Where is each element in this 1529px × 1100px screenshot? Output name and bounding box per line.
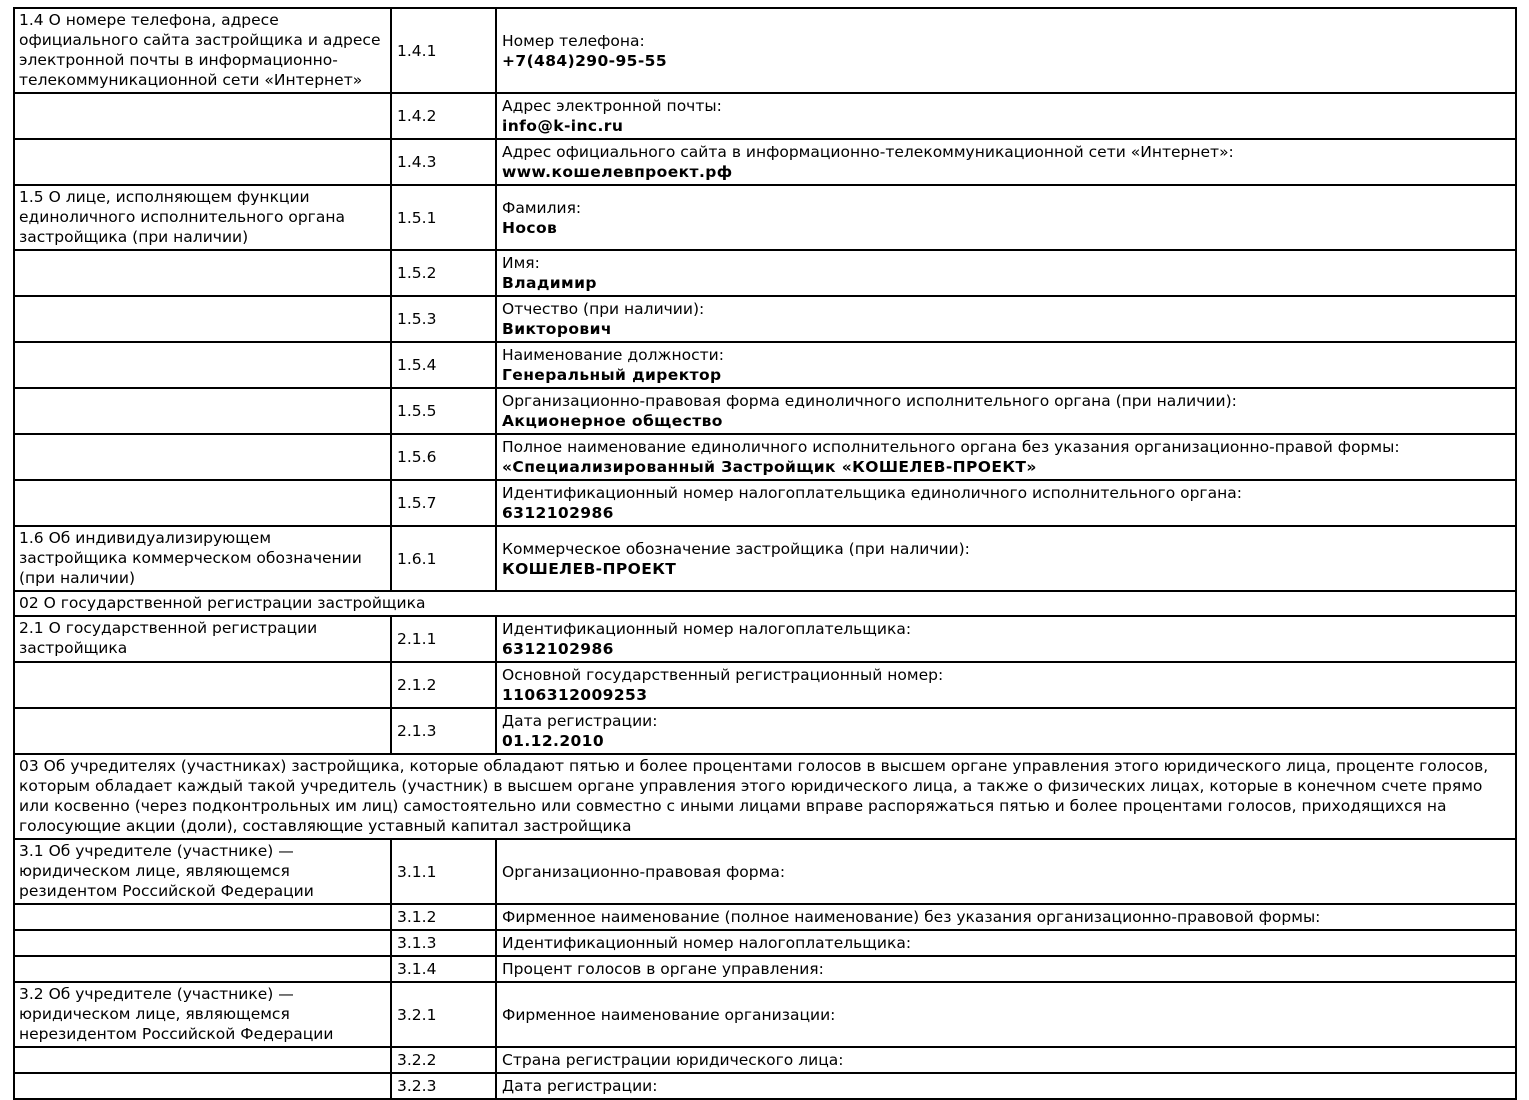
row-code: 1.5.6 — [391, 434, 496, 480]
field-label: Наименование должности: — [502, 346, 724, 364]
row-description — [14, 139, 391, 185]
table-row — [14, 1073, 1516, 1099]
row-code: 2.1.1 — [391, 616, 496, 662]
field-value: 01.12.2010 — [502, 732, 605, 750]
table-row — [14, 93, 1516, 139]
row-description — [14, 1047, 391, 1073]
row-description — [14, 956, 391, 982]
row-content-cell — [496, 8, 1516, 93]
field-value: +7(484)290-95-55 — [502, 51, 668, 70]
row-code: 1.4.2 — [391, 93, 496, 139]
row-content-cell — [496, 904, 1516, 930]
table-row — [14, 296, 1516, 342]
section-row — [14, 754, 1516, 839]
table-row — [14, 616, 1516, 662]
field-label: Полное наименование единоличного исполнительного органа без указания организационно-правой формы: — [502, 438, 1400, 456]
row-description — [14, 708, 391, 754]
row-code: 3.2.1 — [391, 982, 496, 1047]
field-label: Фирменное наименование (полное наименование) без указания организационно-правовой формы: — [502, 908, 1321, 926]
row-description — [14, 930, 391, 956]
table-row — [14, 930, 1516, 956]
field-label: Фамилия: — [502, 198, 582, 217]
field-label: Идентификационный номер налогоплательщика единоличного исполнительного органа: — [502, 484, 1242, 502]
field-label: Идентификационный номер налогоплательщика: — [502, 934, 912, 952]
row-description: 2.1 О государственной регистрации застройщика — [14, 616, 391, 662]
field-label: Адрес официального сайта в информационно-телекоммуникационной сети «Интернет»: — [502, 143, 1234, 161]
row-code: 3.1.2 — [391, 904, 496, 930]
row-code: 3.1.4 — [391, 956, 496, 982]
table-row — [14, 480, 1516, 526]
row-description — [14, 250, 391, 296]
row-description: 3.1 Об учредителе (участнике) — юридическом лице, являющемся резидентом Российской Федерации — [14, 839, 391, 904]
row-content-cell — [496, 956, 1516, 982]
field-label: Организационно-правовая форма: — [502, 862, 786, 881]
row-code: 3.1.1 — [391, 839, 496, 904]
row-content-cell — [496, 930, 1516, 956]
table-row — [14, 434, 1516, 480]
field-value: 6312102986 — [502, 640, 614, 658]
row-code: 1.4.1 — [391, 8, 496, 93]
row-description: 1.5 О лице, исполняющем функции единоличного исполнительного органа застройщика (при наличии) — [14, 185, 391, 250]
table-row — [14, 956, 1516, 982]
field-value: 6312102986 — [502, 504, 614, 522]
row-content-cell — [496, 982, 1516, 1047]
table-row — [14, 526, 1516, 591]
row-description — [14, 662, 391, 708]
row-content-cell — [496, 434, 1516, 480]
row-description — [14, 434, 391, 480]
row-content-cell — [496, 139, 1516, 185]
row-description: 1.6 Об индивидуализирующем застройщика коммерческом обозначении (при наличии) — [14, 526, 391, 591]
field-value: Владимир — [502, 274, 597, 292]
row-code: 3.2.2 — [391, 1047, 496, 1073]
field-value: www.кошелевпроект.рф — [502, 163, 733, 181]
row-code: 3.1.3 — [391, 930, 496, 956]
field-label: Процент голосов в органе управления: — [502, 960, 824, 978]
field-label: Идентификационный номер налогоплательщика: — [502, 620, 912, 638]
section-title: 02 О государственной регистрации застройщика — [14, 591, 1516, 616]
row-content-cell — [496, 250, 1516, 296]
field-value: «Специализированный Застройщик «КОШЕЛЕВ-ПРОЕКТ» — [502, 458, 1037, 476]
field-label: Фирменное наименование организации: — [502, 1005, 836, 1024]
row-description — [14, 342, 391, 388]
row-description: 1.4 О номере телефона, адресе официального сайта застройщика и адресе электронной почты в информационно-телекоммуникационной сети «Интернет» — [14, 8, 391, 93]
field-label: Страна регистрации юридического лица: — [502, 1051, 844, 1069]
row-content-cell — [496, 616, 1516, 662]
table-row — [14, 839, 1516, 904]
row-code: 1.5.4 — [391, 342, 496, 388]
field-label: Номер телефона: — [502, 31, 645, 50]
row-content-cell — [496, 662, 1516, 708]
table-row — [14, 982, 1516, 1047]
field-label: Организационно-правовая форма единоличного исполнительного органа (при наличии): — [502, 392, 1237, 410]
row-content-cell — [496, 342, 1516, 388]
row-description — [14, 296, 391, 342]
row-content-cell — [496, 526, 1516, 591]
row-code: 2.1.3 — [391, 708, 496, 754]
row-code: 1.5.1 — [391, 185, 496, 250]
section-row — [14, 591, 1516, 616]
row-code: 1.5.3 — [391, 296, 496, 342]
section-title: 03 Об учредителях (участниках) застройщика, которые обладают пятью и более процентами голосов в высшем органе управления этого юридического лица, проценте голосов, которым обладает каждый такой учредитель (участник) в высшем органе управления этого юридического лица, а также о физических лицах, которые в конечном счете прямо или косвенно (через подконтрольных им лиц) самостоятельно или совместно с иными лицами вправе распоряжаться пятью и более процентами голосов, приходящихся на голосующие акции (доли), составляющие уставный капитал застройщика — [14, 754, 1516, 839]
row-content-cell — [496, 296, 1516, 342]
table-row — [14, 250, 1516, 296]
field-value: Акционерное общество — [502, 412, 723, 430]
table-row — [14, 139, 1516, 185]
table-row — [14, 662, 1516, 708]
row-content-cell — [496, 1073, 1516, 1099]
table-row — [14, 8, 1516, 93]
row-code: 1.6.1 — [391, 526, 496, 591]
row-description — [14, 1073, 391, 1099]
disclosure-table-body — [14, 8, 1516, 1099]
table-row — [14, 185, 1516, 250]
row-content-cell — [496, 1047, 1516, 1073]
row-content-cell — [496, 185, 1516, 250]
field-value: Генеральный директор — [502, 366, 722, 384]
row-description: 3.2 Об учредителе (участнике) — юридическом лице, являющемся нерезидентом Российской Федерации — [14, 982, 391, 1047]
disclosure-table — [13, 7, 1517, 1100]
table-row — [14, 388, 1516, 434]
row-content-cell — [496, 388, 1516, 434]
field-label: Коммерческое обозначение застройщика (при наличии): — [502, 539, 970, 558]
row-code: 3.2.3 — [391, 1073, 496, 1099]
row-description — [14, 388, 391, 434]
row-code: 1.5.5 — [391, 388, 496, 434]
row-description — [14, 93, 391, 139]
row-code: 1.5.2 — [391, 250, 496, 296]
row-content-cell — [496, 480, 1516, 526]
row-description — [14, 480, 391, 526]
table-row — [14, 708, 1516, 754]
field-value: КОШЕЛЕВ-ПРОЕКТ — [502, 559, 677, 578]
table-row — [14, 904, 1516, 930]
field-label: Основной государственный регистрационный номер: — [502, 666, 944, 684]
row-code: 1.5.7 — [391, 480, 496, 526]
row-content-cell — [496, 708, 1516, 754]
row-code: 2.1.2 — [391, 662, 496, 708]
table-row — [14, 342, 1516, 388]
field-label: Отчество (при наличии): — [502, 300, 705, 318]
field-label: Дата регистрации: — [502, 1077, 658, 1095]
field-label: Имя: — [502, 254, 540, 272]
field-value: info@k-inc.ru — [502, 117, 624, 135]
field-label: Дата регистрации: — [502, 712, 658, 730]
field-label: Адрес электронной почты: — [502, 97, 722, 115]
field-value: Викторович — [502, 320, 612, 338]
field-value: 1106312009253 — [502, 686, 648, 704]
row-description — [14, 904, 391, 930]
table-row — [14, 1047, 1516, 1073]
row-content-cell — [496, 93, 1516, 139]
row-content-cell — [496, 839, 1516, 904]
field-value: Носов — [502, 218, 558, 237]
row-code: 1.4.3 — [391, 139, 496, 185]
